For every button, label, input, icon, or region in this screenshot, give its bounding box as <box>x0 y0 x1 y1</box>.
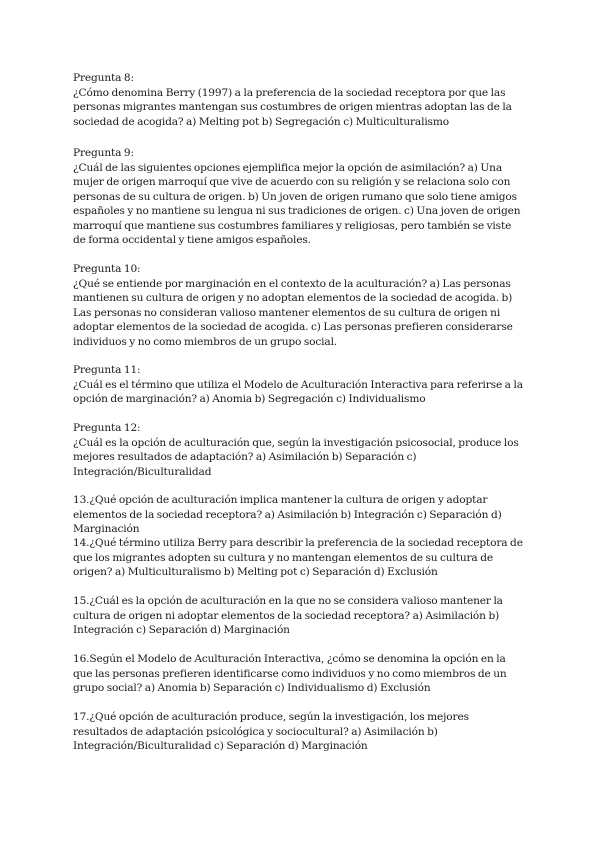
question-text: 16.Según el Modelo de Aculturación Interactiva, ¿cómo se denomina la opción en la que las personas prefieren identificarse como individuos y no como miembros de un grupo social? a) Anomia b) Separación c) Individualismo d) Exclusión <box>73 653 507 694</box>
question-14 <box>73 536 523 580</box>
question-16 <box>73 652 523 696</box>
question-13 <box>73 493 523 537</box>
question-text: 17.¿Qué opción de aculturación produce, según la investigación, los mejores resultados de adaptación psicológica y sociocultural? a) Asimilación b) Integración/Biculturalidad c) Separación d) Marginación <box>73 711 469 752</box>
question-9 <box>73 146 523 248</box>
question-text: ¿Cuál es la opción de aculturación que, según la investigación psicosocial, produce los mejores resultados de adaptación? a) Asimilación b) Separación c) Integración/Biculturalidad <box>73 436 519 478</box>
question-8 <box>73 71 523 129</box>
question-12 <box>73 421 523 479</box>
question-heading: Pregunta 10: <box>73 263 141 275</box>
question-text: 15.¿Cuál es la opción de aculturación en la que no se considera valioso mantener la cultura de origen ni adoptar elementos de la sociedad receptora? a) Asimilación b) Integración c) Separación d) Marginación <box>73 595 503 636</box>
question-heading: Pregunta 12: <box>73 422 141 434</box>
question-text: ¿Qué se entiende por marginación en el contexto de la aculturación? a) Las personas mantienen su cultura de origen y no adoptan elementos de la sociedad de acogida. b) Las personas no consideran valioso mantener elementos de su cultura de origen ni adoptar elementos de la sociedad de acogida. c) Las personas prefieren considerarse individuos y no como miembros de un grupo social. <box>73 277 513 348</box>
question-heading: Pregunta 8: <box>73 72 134 84</box>
question-text: 13.¿Qué opción de aculturación implica mantener la cultura de origen y adoptar elementos de la sociedad receptora? a) Asimilación b) Integración c) Separación d) Marginación <box>73 494 502 535</box>
question-heading: Pregunta 9: <box>73 147 134 159</box>
question-10 <box>73 262 523 349</box>
question-15 <box>73 594 523 638</box>
question-text: ¿Cuál es el término que utiliza el Modelo de Aculturación Interactiva para referirse a la opción de marginación? a) Anomia b) Segregación c) Individualismo <box>73 378 523 405</box>
question-heading: Pregunta 11: <box>73 364 141 376</box>
question-text: 14.¿Qué término utiliza Berry para describir la preferencia de la sociedad receptora de que los migrantes adopten su cultura y no mantengan elementos de su cultura de origen? a) Multiculturalismo b) Melting pot c) Separación d) Exclusión <box>73 537 523 578</box>
question-17 <box>73 710 523 754</box>
question-11 <box>73 363 523 407</box>
question-text: ¿Cuál de las siguientes opciones ejemplifica mejor la opción de asimilación? a) Una mujer de origen marroquí que vive de acuerdo con su religión y se relaciona solo con personas de su cultura de origen. b) Un joven de origen rumano que solo tiene amigos españoles y no mantiene su lengua ni sus tradiciones de origen. c) Una joven de origen marroquí que mantiene sus costumbres familiares y religiosas, pero también se viste de forma occidental y tiene amigos españoles. <box>73 161 521 246</box>
question-text: ¿Cómo denomina Berry (1997) a la preferencia de la sociedad receptora por que las personas migrantes mantengan sus costumbres de origen mientras adoptan las de la sociedad de acogida? a) Melting pot b) Segregación c) Multiculturalismo <box>73 86 512 128</box>
